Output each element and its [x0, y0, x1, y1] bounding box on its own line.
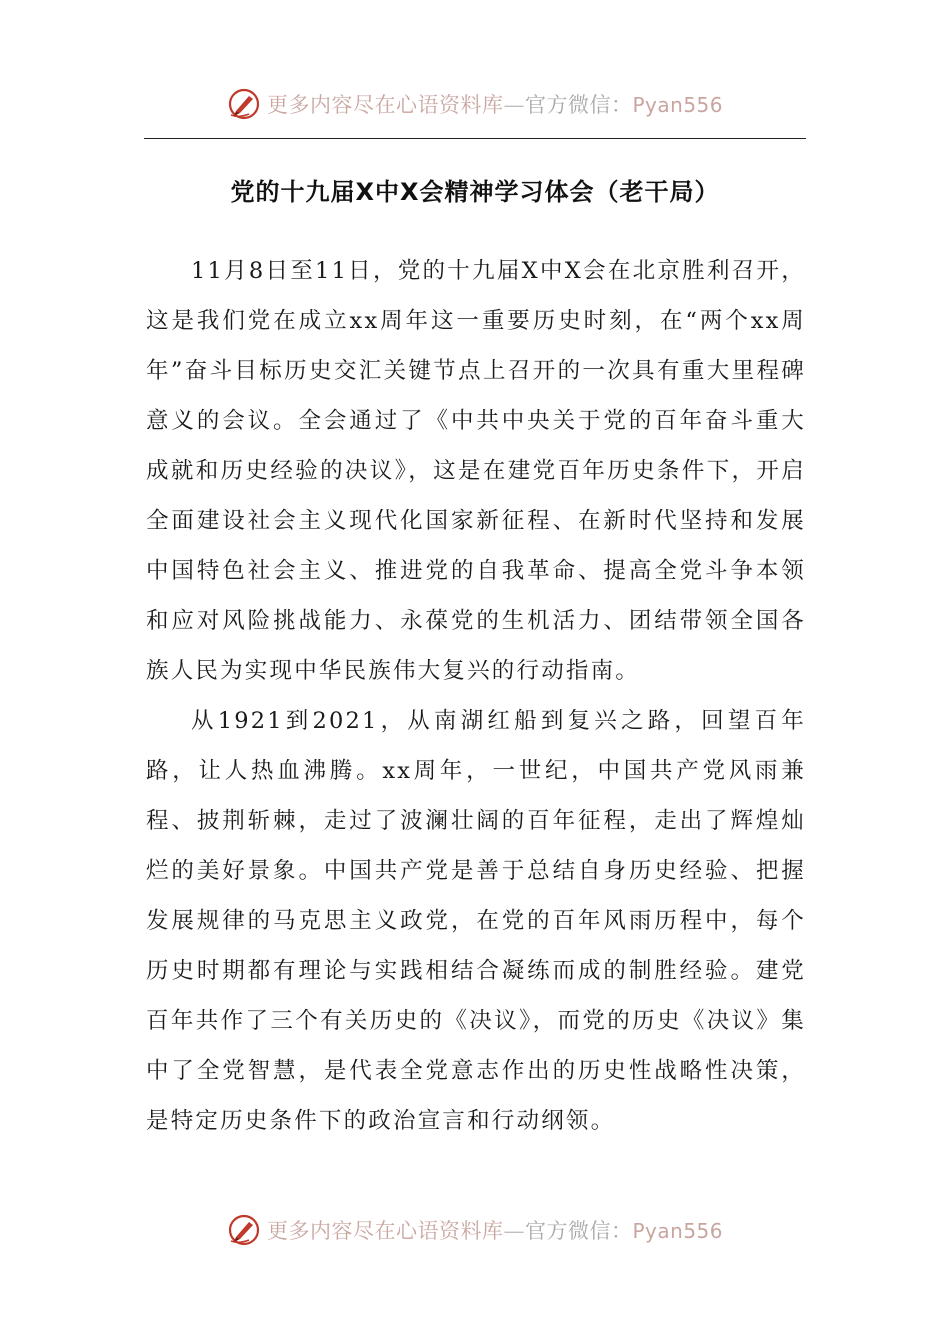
paragraph: 从1921到2021，从南湖红船到复兴之路，回望百年路，让人热血沸腾。xx周年，一世纪，中国共产党风雨兼程、披荆斩棘，走过了波澜壮阔的百年征程，走出了辉煌灿烂的美好景象。中国共产党是善于总结自身历史经验、把握发展规律的马克思主义政党，在党的百年风雨历程中，每个历史时期都有理论与实践相结合凝练而成的制胜经验。建党百年共作了三个有关历史的《决议》，而党的历史《决议》集中了全党智慧，是代表全党意志作出的历史性战略性决策，是特定历史条件下的政治宣言和行动纲领。: [146, 708, 806, 1134]
banner-text: [267, 1215, 723, 1245]
footer-banner: [0, 1210, 950, 1250]
banner-wechat-id: Pyan556: [632, 1219, 723, 1243]
banner-label: 官方微信：: [524, 1219, 633, 1243]
banner-separator: —: [503, 93, 525, 117]
banner-wechat-id: Pyan556: [632, 93, 723, 117]
document-body: [146, 246, 806, 1146]
banner-label: 官方微信：: [524, 93, 633, 117]
banner-separator: —: [503, 1219, 525, 1243]
document-title: 党的十九届X中X会精神学习体会（老干局）: [230, 178, 720, 206]
banner-text: [267, 89, 723, 119]
banner-main-text: 更多内容尽在心语资料库: [266, 93, 504, 117]
header-rule: [144, 138, 806, 139]
pen-circle-logo-icon: [227, 1213, 261, 1247]
banner-main-text: 更多内容尽在心语资料库: [266, 1219, 504, 1243]
header-banner: [0, 84, 950, 124]
pen-circle-logo-icon: [227, 87, 261, 121]
paragraph: 11月8日至11日，党的十九届X中X会在北京胜利召开，这是我们党在成立xx周年这一重要历史时刻，在“两个xx周年”奋斗目标历史交汇关键节点上召开的一次具有重大里程碑意义的会议。全会通过了《中共中央关于党的百年奋斗重大成就和历史经验的决议》，这是在建党百年历史条件下，开启全面建设社会主义现代化国家新征程、在新时代坚持和发展中国特色社会主义、推进党的自我革命、提高全党斗争本领和应对风险挑战能力、永葆党的生机活力、团结带领全国各族人民为实现中华民族伟大复兴的行动指南。: [146, 258, 806, 684]
